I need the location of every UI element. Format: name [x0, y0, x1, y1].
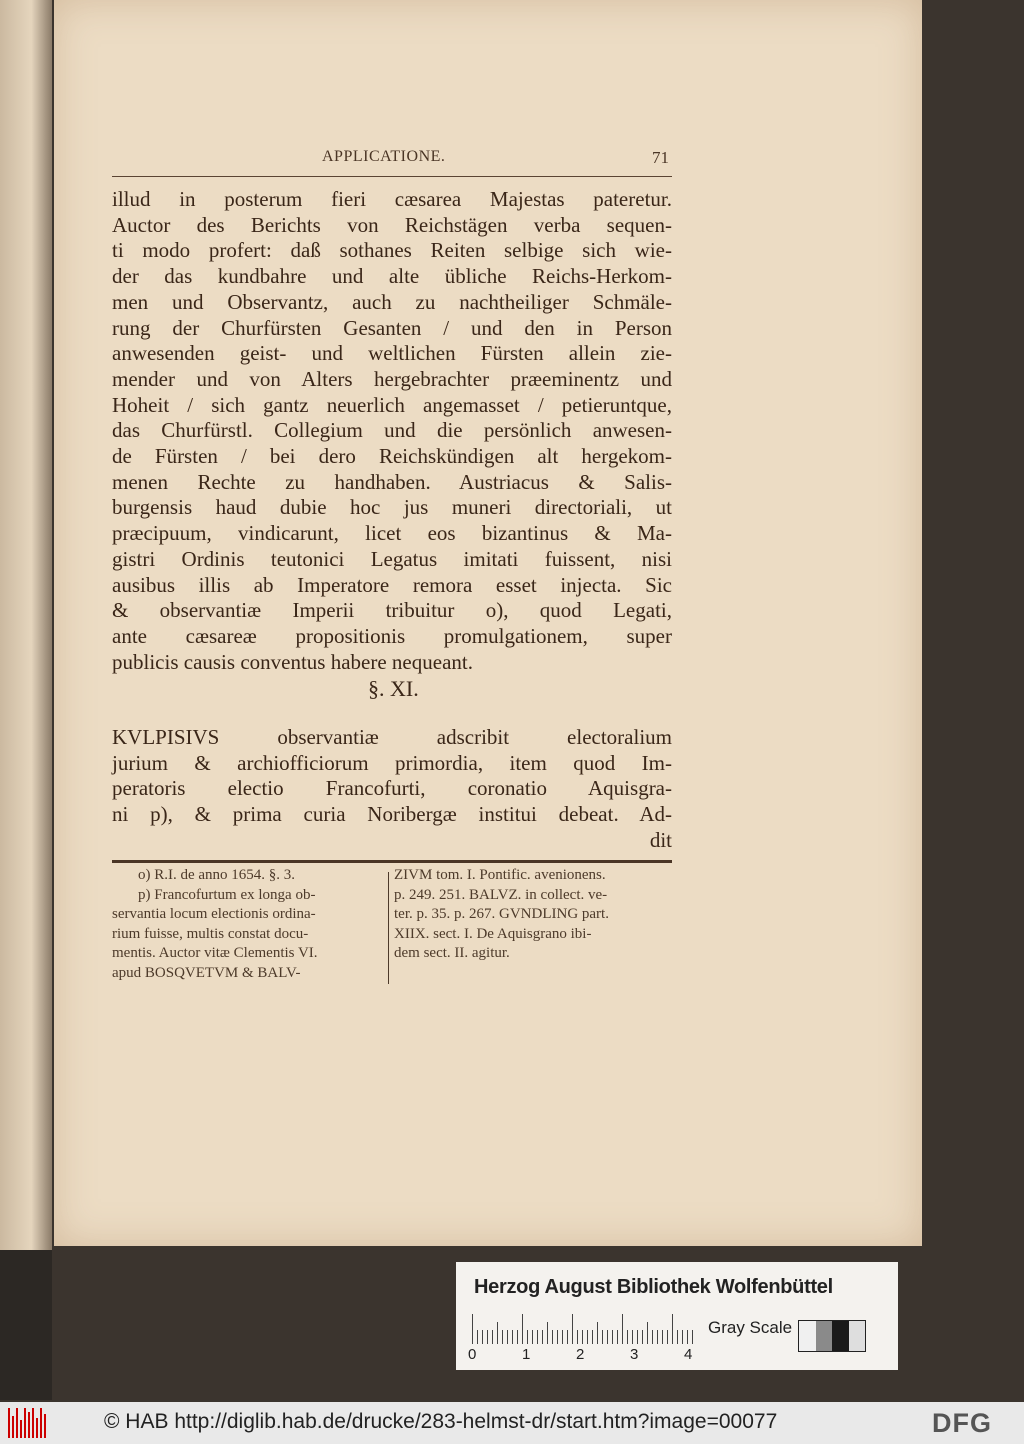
- library-label: [456, 1262, 898, 1370]
- ruler-tick: [677, 1330, 678, 1344]
- ruler-tick: [542, 1330, 543, 1344]
- footnote-line: o) R.I. de anno 1654. §. 3.: [138, 867, 296, 883]
- scale-digit: 1: [522, 1346, 531, 1363]
- footnote-line: dem sect. II. agitur.: [394, 945, 510, 961]
- gray-swatch: [799, 1321, 816, 1351]
- gray-scale-label: Gray Scale: [708, 1318, 793, 1337]
- footnote-rule: [112, 860, 672, 863]
- text-line: dit: [649, 827, 672, 852]
- scale-digit: 3: [630, 1346, 639, 1363]
- ruler-tick: [582, 1330, 583, 1344]
- text-line: ti modo profert: daß sothanes Reiten selbige sich wie-: [112, 238, 672, 263]
- ruler-tick: [507, 1330, 508, 1344]
- text-line: rung der Churfürsten Gesanten / und den in Person: [112, 315, 672, 340]
- text-line: publicis causis conventus habere nequeant.: [112, 649, 473, 674]
- ruler-tick: [517, 1330, 518, 1344]
- ruler-tick: [692, 1330, 693, 1344]
- footnote-line: p) Francofurtum ex longa ob-: [138, 886, 316, 903]
- ruler-tick: [472, 1314, 473, 1344]
- scale-ruler: [472, 1314, 694, 1344]
- text-line: menen Rechte zu handhaben. Austriacus & Salis-: [112, 469, 672, 494]
- text-line: KVLPISIVS observantiæ adscribit electoralium: [112, 725, 672, 749]
- text-line: Hoheit / sich gantz neuerlich angemasset / petieruntque,: [112, 392, 672, 417]
- footnote-line: XIIX. sect. I. De Aquisgrano ibi-: [394, 925, 592, 942]
- ruler-tick: [642, 1330, 643, 1344]
- ruler-tick: [487, 1330, 488, 1344]
- text-line: das Churfürstl. Collegium und die persönlich anwesen-: [112, 418, 672, 443]
- section-heading: §. XI.: [368, 676, 419, 701]
- ruler-tick: [502, 1330, 503, 1344]
- ruler-tick: [547, 1322, 548, 1344]
- ruler-tick: [687, 1330, 688, 1344]
- footnote-line: servantia locum electionis ordina-: [112, 906, 316, 922]
- dfg-logo: DFG: [932, 1408, 992, 1438]
- text-line: præcipuum, vindicarunt, licet eos bizantinus & Ma-: [112, 521, 672, 546]
- ruler-tick: [647, 1322, 648, 1344]
- footnote-line: ter. p. 35. p. 267. GVNDLING part.: [394, 906, 609, 922]
- ruler-tick: [497, 1322, 498, 1344]
- ruler-tick: [567, 1330, 568, 1344]
- left-page-shadow: [0, 1250, 52, 1400]
- ruler-tick: [607, 1330, 608, 1344]
- ruler-tick: [482, 1330, 483, 1344]
- ruler-tick: [637, 1330, 638, 1344]
- ruler-tick: [557, 1330, 558, 1344]
- ruler-tick: [632, 1330, 633, 1344]
- text-line: burgensis haud dubie hoc jus muneri directoriali, ut: [112, 495, 672, 520]
- running-head: APPLICATIONE.: [322, 148, 446, 165]
- text-line: & observantiæ Imperii tribuitur o), quod Legati,: [112, 598, 672, 623]
- ruler-tick: [527, 1330, 528, 1344]
- footnote-line: mentis. Auctor vitæ Clementis VI.: [112, 945, 318, 961]
- footnote-line: ZIVM tom. I. Pontific. avenionens.: [394, 867, 606, 883]
- ruler-tick: [612, 1330, 613, 1344]
- text-line: der das kundbahre und alte übliche Reichs-Herkom-: [112, 264, 672, 289]
- ruler-tick: [532, 1330, 533, 1344]
- text-line: ni p), & prima curia Noribergæ institui debeat. Ad-: [112, 802, 672, 827]
- ruler-tick: [652, 1330, 653, 1344]
- ruler-tick: [662, 1330, 663, 1344]
- text-line: mender und von Alters hergebrachter præeminentz und: [112, 366, 672, 391]
- ruler-tick: [477, 1330, 478, 1344]
- ruler-tick: [667, 1330, 668, 1344]
- text-line: de Fürsten / bei dero Reichskündigen alt hergekom-: [112, 444, 672, 468]
- copyright-url[interactable]: © HAB http://diglib.hab.de/drucke/283-helmst-dr/start.htm?image=00077: [104, 1410, 778, 1433]
- scale-digit: 2: [576, 1346, 585, 1363]
- text-line: gistri Ordinis teutonici Legatus imitati fuissent, nisi: [112, 546, 672, 571]
- text-line: ausibus illis ab Imperatore remora esset injecta. Sic: [112, 572, 672, 597]
- footer-bar: [0, 1402, 1024, 1444]
- text-line: Auctor des Berichts von Reichstägen verba sequen-: [112, 212, 672, 237]
- ruler-tick: [602, 1330, 603, 1344]
- ruler-tick: [562, 1330, 563, 1344]
- text-line: men und Observantz, auch zu nachtheiliger Schmäle-: [112, 289, 672, 314]
- page-number: 71: [652, 148, 669, 167]
- footnote-column-divider: [388, 872, 389, 984]
- gray-scale-swatches: [798, 1320, 866, 1352]
- ruler-tick: [537, 1330, 538, 1344]
- ruler-tick: [617, 1330, 618, 1344]
- text-line: anwesenden geist- und weltlichen Fürsten allein zie-: [112, 341, 672, 366]
- footnote-line: p. 249. 251. BALVZ. in collect. ve-: [394, 886, 608, 903]
- ruler-tick: [682, 1330, 683, 1344]
- ruler-tick: [627, 1330, 628, 1344]
- gray-swatch: [816, 1321, 833, 1351]
- ruler-tick: [512, 1330, 513, 1344]
- ruler-tick: [597, 1322, 598, 1344]
- ruler-tick: [572, 1314, 573, 1344]
- ruler-tick: [587, 1330, 588, 1344]
- ruler-tick: [522, 1314, 523, 1344]
- ruler-tick: [492, 1330, 493, 1344]
- text-line: ante cæsareæ propositionis promulgationem, super: [112, 623, 672, 648]
- text-line: jurium & archiofficiorum primordia, item quod Im-: [112, 750, 672, 775]
- ruler-tick: [672, 1314, 673, 1344]
- scale-digit: 4: [684, 1346, 693, 1363]
- head-rule: [112, 176, 672, 177]
- text-line: illud in posterum fieri cæsarea Majestas pateretur.: [112, 187, 672, 211]
- gray-swatch: [849, 1321, 866, 1351]
- left-page-edge: [0, 0, 52, 1250]
- ruler-tick: [592, 1330, 593, 1344]
- text-line: peratoris electio Francofurti, coronatio Aquisgra-: [112, 776, 672, 801]
- footnote-line: rium fuisse, multis constat docu-: [112, 925, 309, 942]
- library-name: Herzog August Bibliothek Wolfenbüttel: [474, 1276, 833, 1298]
- hab-barcode-icon: [8, 1408, 48, 1438]
- scale-digit: 0: [468, 1346, 477, 1363]
- ruler-tick: [657, 1330, 658, 1344]
- ruler-tick: [552, 1330, 553, 1344]
- ruler-tick: [577, 1330, 578, 1344]
- gray-swatch: [832, 1321, 849, 1351]
- ruler-tick: [622, 1314, 623, 1344]
- footnote-line: apud BOSQVETVM & BALV-: [112, 964, 301, 981]
